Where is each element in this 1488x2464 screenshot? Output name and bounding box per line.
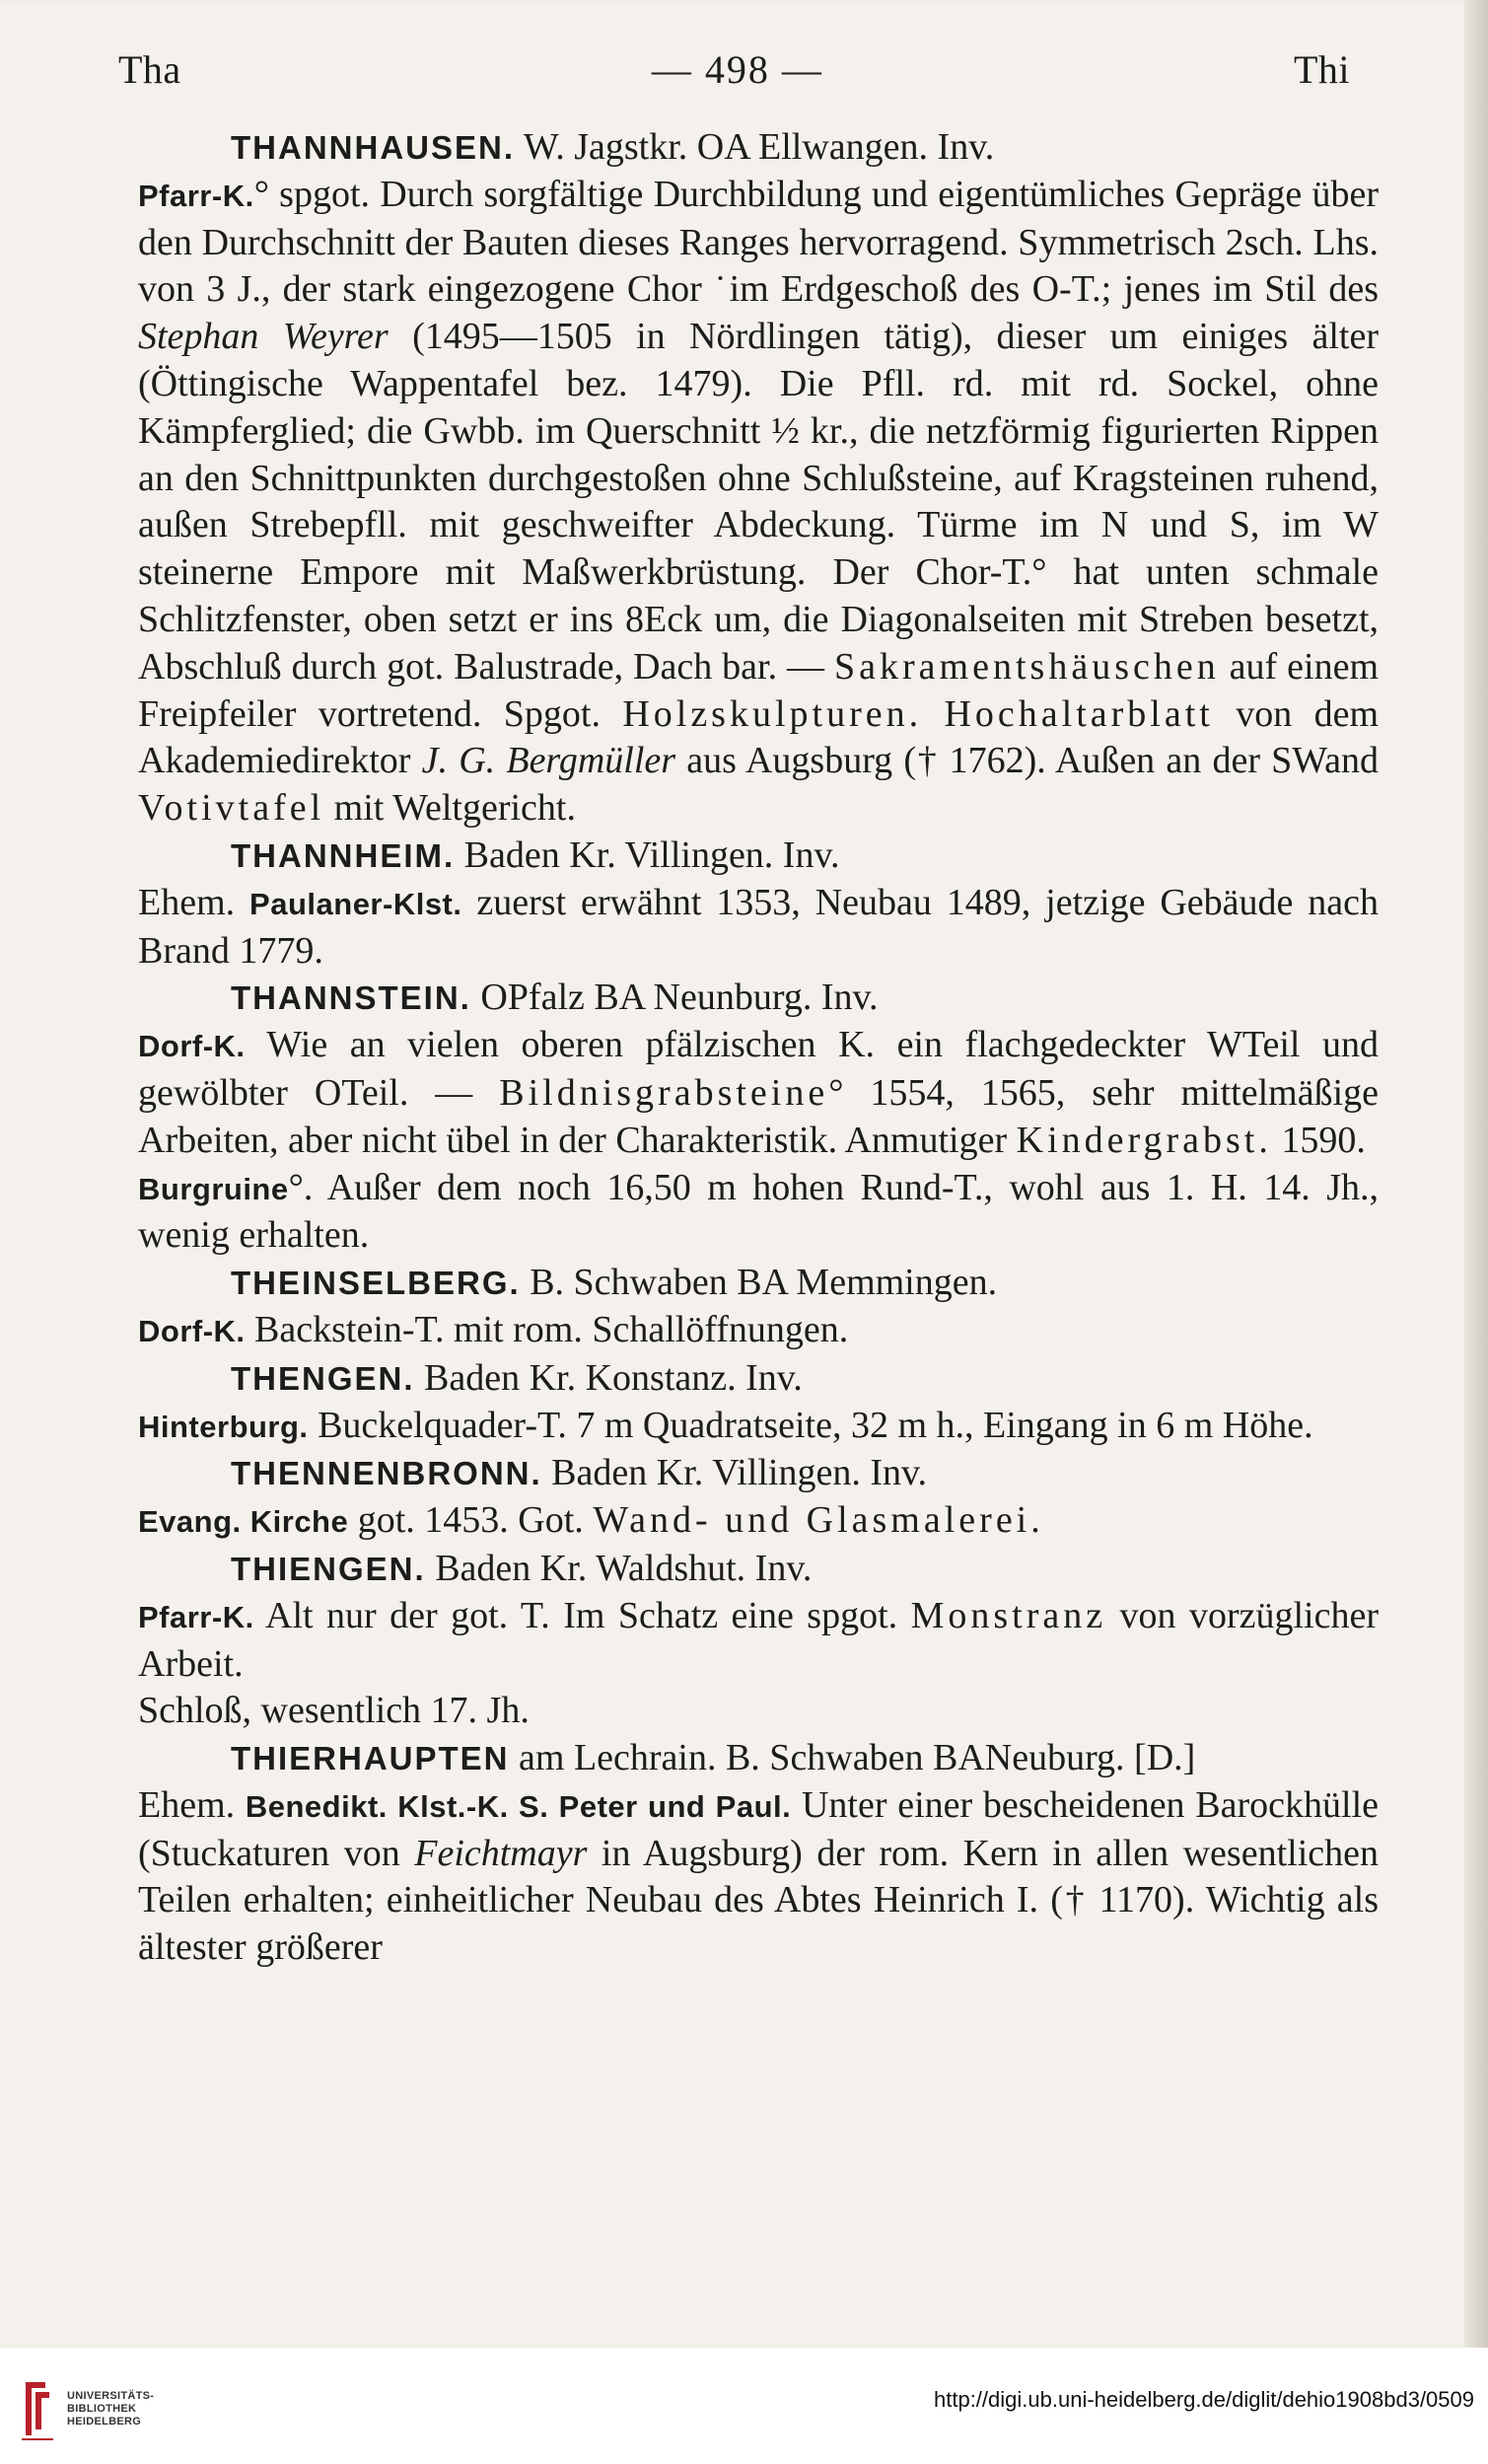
spaced-term: Hochaltarblatt [944,692,1214,735]
library-logo[interactable] [16,2374,174,2443]
entry-text: ° spgot. Durch sorgfältige Durchbildung und eigentümliches Gepräge über den Durchschnitt der Bauten dieses Ranges hervorragend. Symmetrisch 2sch. Lhs. von 3 J., der stark eingezogene Chor ˙im Erdgeschoß des O-T.; jenes im Stil des [138,173,1379,311]
artist-name: J. G. Bergmüller [421,740,676,782]
entry-text: Schloß, wesentlich 17. Jh. [138,1690,530,1732]
header-right-keyword: Thi [1293,46,1350,92]
spaced-term: Monstranz [910,1594,1107,1636]
spaced-term: Votivtafel [138,787,325,830]
entry-location: B. Schwaben BA Memmingen. [520,1262,998,1304]
spaced-term: Sakramentshäuschen [834,645,1220,688]
entry-text: Unter einer bescheidenen Barockhülle (Stuckaturen von [138,1783,1379,1874]
entry-label: Pfarr-K. [138,1599,254,1634]
entry-text: auf einem Freipfeiler vortretend. Spgot. [138,645,1379,735]
page-edge-shadow [1464,0,1488,2348]
entry-thennenbronn [138,1450,1379,1546]
entry-heading: THANNSTEIN. [231,979,471,1017]
entry-text: (1495—1505 in Nördlingen tätig), dieser um einiges älter (Öttingische Wappentafel bez. 1479). Die Pfll. rd. mit rd. Sockel, ohne Kämpferglied; die Gwbb. im Querschnitt ½ kr., die netzförmig figurierten Rippen an den Schnittpunkten durchgestoßen ohne Schlußsteine, auf Kragsteinen ruhend, außen Strebepfll. mit geschweifter Abdeckung. Türme im N und S, im W steinerne Empore mit Maßwerkbrüstung. Der Chor-T.° hat unten schmale Schlitzfenster, oben setzt er ins 8Eck um, die Diagonalseiten mit Streben besetzt, Abschluß durch got. Balustrade, Dach bar. — [138,316,1379,688]
entry-heading: THIERHAUPTEN [231,1740,510,1777]
entry-thannhausen [138,124,1379,833]
entry-label: Evang. Kirche [138,1504,349,1540]
entry-thiengen [138,1546,1379,1735]
entry-text: ° 1554, 1565, sehr mittelmäßige Arbeiten, aber nicht übel in der Charakteristik. Anmutiger [138,1071,1379,1161]
entry-thengen [138,1355,1379,1451]
entry-text: Backstein-T. mit rom. Schallöffnungen. [245,1308,849,1350]
entry-text: aus Augsburg († 1762). Außen an der SWand [675,740,1379,782]
entry-location: am Lechrain. B. Schwaben BANeuburg. [D.] [509,1737,1196,1779]
entry-heading: THENGEN. [231,1359,415,1397]
artist-name: Feichtmayr [414,1832,588,1874]
artist-name: Stephan Weyrer [138,316,389,358]
entry-text: mit Weltgericht. [324,787,576,830]
entry-text: °. Außer dem noch 16,50 m hohen Rund-T., wohl aus 1. H. 14. Jh., wenig erhalten. [138,1166,1379,1257]
entry-text: Wie an vielen oberen pfälzischen K. ein flachgedeckter WTeil und gewölbter OTeil. — [138,1024,1379,1114]
library-logo-text [67,2390,154,2428]
entry-location: Baden Kr. Waldshut. Inv. [425,1547,813,1589]
source-url-link[interactable]: http://digi.ub.uni-heidelberg.de/diglit/dehio1908bd3/0509 [934,2387,1474,2412]
spaced-term: Wand- und Glasmalerei. [593,1499,1044,1542]
entry-location: Baden Kr. Villingen. Inv. [455,833,840,876]
entry-text: Ehem. [138,881,250,923]
entry-heading: THANNHEIM. [231,836,456,874]
entry-thannheim [138,833,1379,975]
page-number: — 498 — [651,46,823,92]
entry-text: 1590. [1271,1119,1366,1161]
entry-text: in Augsburg) der rom. Kern in allen wesentlichen Teilen erhalten; einheitlicher Neubau des Abtes Heinrich I. († 1170). Wichtig als ältester größerer [138,1832,1379,1969]
logo-line: HEIDELBERG [67,2415,142,2428]
entry-theinselberg [138,1260,1379,1355]
entry-label: Benedikt. Klst.-K. S. Peter und Paul. [245,1788,792,1824]
entry-text [922,693,944,735]
entry-heading: THIENGEN. [231,1550,426,1587]
entry-text: Buckelquader-T. 7 m Quadratseite, 32 m h., Eingang in 6 m Höhe. [308,1404,1313,1446]
spaced-term: Kindergrabst. [1016,1119,1272,1161]
entry-text: von dem Akademiedirektor [138,692,1379,782]
library-logo-icon [16,2376,59,2441]
entry-text: Ehem. [138,1783,246,1826]
entry-location: Baden Kr. Villingen. Inv. [541,1452,928,1494]
spaced-term: Holzskulpturen. [622,692,923,735]
entry-text: zuerst erwähnt 1353, Neubau 1489, jetzige Gebäude nach Brand 1779. [138,881,1380,972]
dictionary-text [138,124,1379,1972]
entry-text: Alt nur der got. T. Im Schatz eine spgot. [253,1594,911,1636]
logo-line: BIBLIOTHEK [67,2402,137,2415]
entry-thierhaupten [138,1735,1379,1972]
entry-label: Dorf-K. [138,1313,246,1348]
entry-text: got. 1453. Got. [348,1499,594,1542]
entry-location: OPfalz BA Neunburg. Inv. [470,977,879,1019]
logo-line: UNIVERSITÄTS- [67,2389,155,2402]
entry-heading: THANNHAUSEN. [231,129,515,166]
header-left-keyword: Tha [118,46,181,92]
entry-label: Dorf-K. [138,1029,246,1064]
running-header [118,39,1350,99]
entry-label: Burgruine [138,1171,289,1206]
entry-heading: THENNENBRONN. [231,1455,542,1492]
entry-label: Pfarr-K. [138,178,254,213]
entry-location: W. Jagstkr. OA Ellwangen. Inv. [515,126,995,168]
entry-text: von vorzüglicher Arbeit. [138,1594,1379,1685]
spaced-term: Bildnisgrabsteine [499,1071,829,1114]
entry-label: Hinterburg. [138,1409,309,1444]
entry-heading: THEINSELBERG. [231,1265,521,1302]
entry-location: Baden Kr. Konstanz. Inv. [414,1356,803,1399]
entry-thannstein [138,975,1379,1260]
entry-label: Paulaner-Klst. [249,886,462,921]
